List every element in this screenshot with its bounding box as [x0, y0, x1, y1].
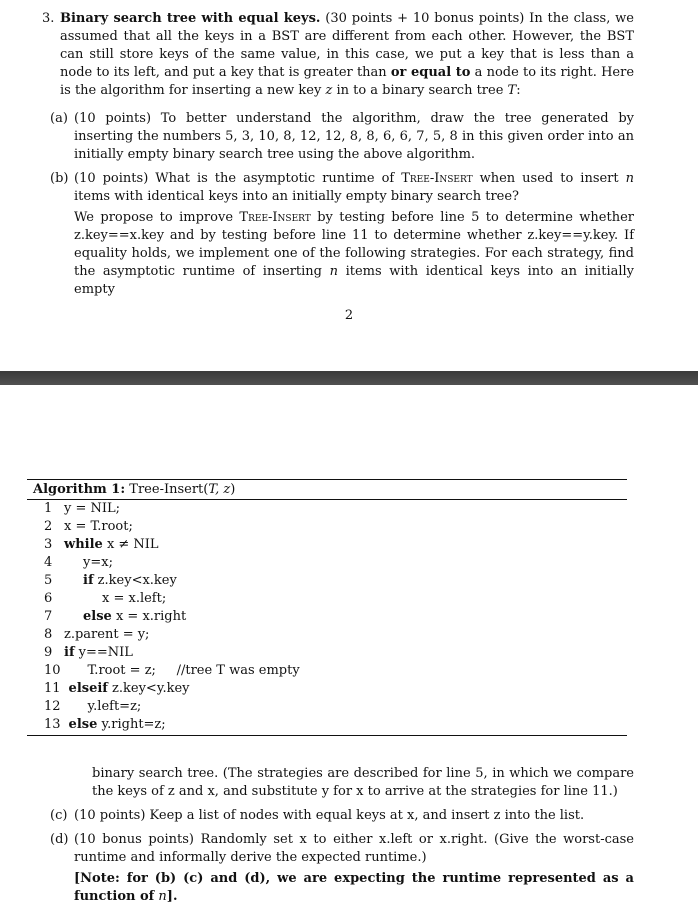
algorithm-box	[27, 479, 627, 736]
line-code: y.right=z;	[101, 717, 166, 732]
part-d-label: (d)	[50, 832, 69, 847]
line-code: x ≠ NIL	[106, 537, 159, 552]
part-a-text: (10 points) To better understand the algorithm, draw the tree generated by inserting the numbers 5, 3, 10, 8, 12, 12, 8, 8, 6, 6, 7, 5, 8 in this given order into an initially empty binary search tree using the above algorithm.	[74, 111, 634, 162]
line-keyword: else	[83, 609, 112, 624]
line-number: 8	[44, 627, 53, 642]
algorithm-line	[27, 590, 627, 608]
line-number: 9	[44, 645, 53, 660]
line-number: 3	[44, 537, 53, 552]
line-code: T.root = z; //tree T was empty	[87, 663, 300, 678]
algorithm-bottom-rule	[27, 735, 627, 736]
line-keyword: if	[64, 645, 75, 660]
algorithm-caption: Algorithm 1: Tree-Insert(T, z)	[33, 482, 236, 497]
line-code: x = x.left;	[102, 591, 167, 606]
question-3	[42, 10, 634, 299]
question-title: Binary search tree with equal keys.	[60, 11, 321, 26]
algorithm-line	[27, 626, 627, 644]
line-code: z.parent = y;	[64, 627, 150, 642]
line-number: 5	[44, 573, 53, 588]
line-code: y=x;	[83, 555, 113, 570]
line-number: 7	[44, 609, 53, 624]
algorithm-line	[27, 662, 627, 680]
part-a	[42, 110, 634, 164]
line-code: z.key<x.key	[97, 573, 177, 588]
algorithm-line	[27, 680, 627, 698]
line-keyword: while	[64, 537, 103, 552]
part-a-label: (a)	[50, 111, 68, 126]
part-b: (b) (10 points) What is the asymptotic runtime of Tree-Insert when used to insert n items with identical keys into an initially empty binary search tree? We propose to improve Tree-Insert by testing before line 5 to determine whether z.key==x.key and by testing before line 11 to determine whether z.key==y.key. If equality holds, we implement one of the following strategies. For each strategy, find the asymptotic runtime of inserting n items with identical keys into an initially empty	[50, 171, 635, 297]
algorithm-line	[27, 572, 627, 590]
part-b-continued: binary search tree. (The strategies are described for line 5, in which we compare the keys of z and x, and substitute y for x to arrive at the strategies for line 11.)	[92, 766, 634, 799]
algorithm-lines	[27, 500, 627, 734]
line-code: x = x.right	[115, 609, 187, 624]
algorithm-line	[27, 644, 627, 662]
line-code: z.key<y.key	[112, 681, 190, 696]
part-d-text: (10 bonus points) Randomly set x to either x.left or x.right. (Give the worst-case runtime and informally derive the expected runtime.)	[74, 832, 634, 865]
line-keyword: elseif	[68, 681, 108, 696]
line-code: y = NIL;	[64, 501, 121, 516]
question-continued	[42, 765, 634, 906]
line-number: 12	[44, 699, 61, 714]
line-number: 6	[44, 591, 53, 606]
line-number: 1	[44, 501, 53, 516]
algorithm-line	[27, 716, 627, 734]
algorithm-line	[27, 608, 627, 626]
page-number: 2	[344, 308, 354, 323]
part-b-label: (b)	[50, 171, 69, 186]
line-code: y==NIL	[78, 645, 133, 660]
line-keyword: if	[83, 573, 94, 588]
part-b-strategies: We propose to improve Tree-Insert by testing before line 5 to determine whether z.key==x.key and by testing before line 11 to determine whether z.key==y.key. If equality holds, we implement one of the following strategies. For each strategy, find the asymptotic runtime of inserting n items with identical keys into an initially empty	[74, 210, 635, 297]
algorithm-line	[27, 500, 627, 518]
line-number: 4	[44, 555, 53, 570]
part-d	[42, 831, 634, 906]
line-code: y.left=z;	[87, 699, 142, 714]
algorithm-line	[27, 536, 627, 554]
part-c	[42, 807, 634, 825]
line-number: 11	[44, 681, 61, 696]
part-c-text: (10 points) Keep a list of nodes with equal keys at x, and insert z into the list.	[74, 808, 585, 823]
line-number: 2	[44, 519, 53, 534]
line-number: 10	[44, 663, 61, 678]
question-number: 3.	[42, 11, 55, 26]
algorithm-line	[27, 698, 627, 716]
part-c-label: (c)	[50, 808, 68, 823]
question-intro: Binary search tree with equal keys. (30 points + 10 bonus points) In the class, we assumed that all the keys in a BST are different from each other. However, the BST can still store keys of the same value, in this case, we put a key that is less than a node to its left, and put a key that is greater than or equal to a node to its right. Here is the algorithm for inserting a new key z in to a binary search tree T:	[60, 11, 635, 98]
line-code: x = T.root;	[64, 519, 133, 534]
algorithm-line	[27, 518, 627, 536]
page-bottom	[0, 385, 698, 915]
note: [Note: for (b) (c) and (d), we are expecting the runtime represented as a function of n].	[74, 871, 634, 904]
algorithm-line	[27, 554, 627, 572]
page-top	[0, 0, 698, 360]
page-divider	[0, 371, 698, 385]
line-keyword: else	[68, 717, 98, 732]
line-number: 13	[44, 717, 61, 732]
